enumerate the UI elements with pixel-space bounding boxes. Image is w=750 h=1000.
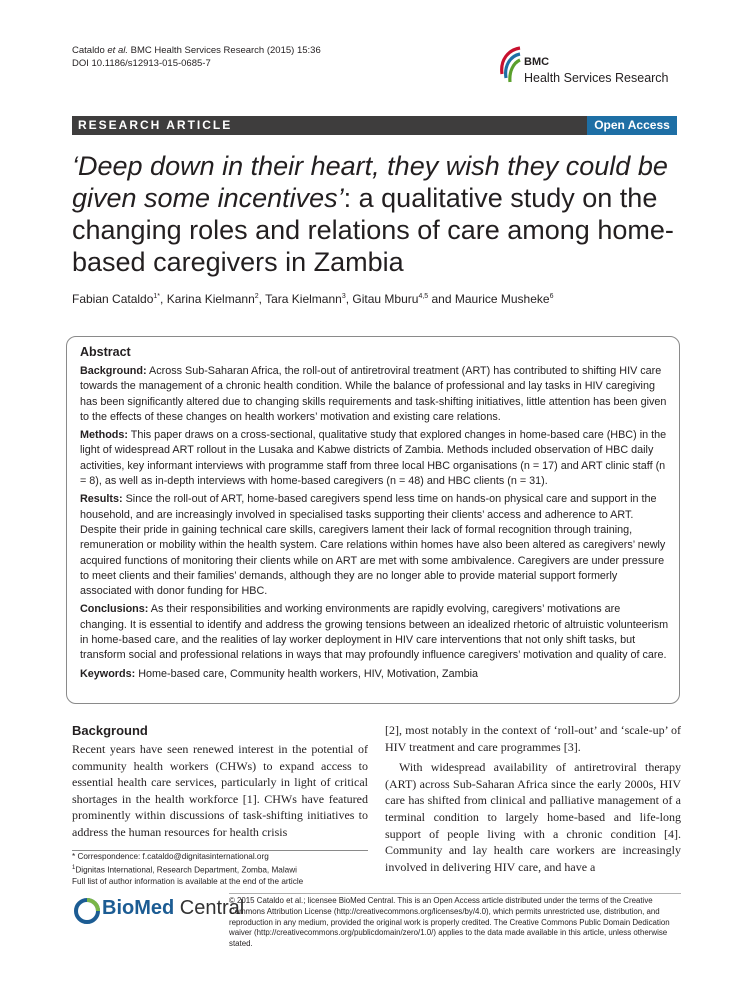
author[interactable]: Tara Kielmann [265, 292, 342, 306]
full-list-note: Full list of author information is available at the end of the article [72, 876, 304, 886]
body-paragraph: Recent years have seen renewed interest in the potential of community health workers (CHWs) to expand access to essential health care services, particularly in light of critical shortages in the health workforce [1]. CHWs have featured prominently within discussions of task-shifting initiatives to address the human resources for health crisis [72, 742, 368, 839]
citation-header [72, 44, 321, 70]
journal-name: Health Services Research [524, 71, 669, 85]
body-column-left [72, 722, 368, 841]
author-list: Fabian Cataldo$^{1*}$, Karina Kielmann$^2$, Tara Kielmann$^3$, Gitau Mburu$^{4,5}$ and Maurice Musheke$^6$ [72, 292, 554, 306]
author[interactable]: Maurice Musheke [454, 292, 550, 306]
title-rest: : a qualitative study on the changing roles and relations of care among home-based caregivers in Zambia [72, 183, 674, 277]
abstract-keywords: Keywords: Home-based care, Community health workers, HIV, Motivation, Zambia [80, 667, 479, 680]
article-type: RESEARCH ARTICLE [78, 118, 233, 132]
journal-logo [498, 44, 688, 96]
open-access-badge: Open Access [587, 116, 677, 135]
abstract-background: Background: Across Sub-Saharan Africa, the roll-out of antiretroviral treatment (ART) has contributed to shifting HIV care towards the management of a chronic health condition. While the balance of professional and lay tasks in HIV caregiving has been significantly altered due to changing skills requirements and task-shifting initiatives, little attention has been given to the effects of these changes on health workers’ motivation and existing care relations. [80, 365, 667, 423]
biomed-central-logo [74, 896, 245, 926]
biomed-central-wordmark: BioMed Central [102, 897, 245, 919]
title-quote: ‘Deep down in their heart, they wish they could be given some incentives’ [72, 151, 668, 213]
article-title [72, 150, 682, 278]
body-paragraph: With widespread availability of antiretroviral therapy (ART) across Sub-Saharan Africa since the early 2000s, HIV care has shifted from clinical and palliative management of a terminal condition to largely home-based and life-long support of people living with a chronic condition [4]. Community and lay health care workers are increasingly involved in delivering HIV care, and have a [385, 760, 681, 874]
license-text: © 2015 Cataldo et al.; licensee BioMed Central. This is an Open Access article distributed under the terms of the Creative Commons Attribution License (http://creativecommons.org/licenses/by/4.0), which permits unrestricted use, distribution, and reproduction in any medium, provided the original work is properly credited. The Creative Commons Public Domain Dedication waiver (http://creativecommons.org/publicdomain/zero/1.0/) applies to the data made available in this article, unless otherwise stated. [229, 896, 670, 949]
author[interactable]: Gitau Mburu [352, 292, 419, 306]
author[interactable]: Karina Kielmann [166, 292, 255, 306]
footnotes [72, 851, 303, 887]
biomed-central-mark-icon [74, 898, 100, 924]
abstract-methods: Methods: This paper draws on a cross-sectional, qualitative study that explored changes in home-based care (HBC) in the light of widespread ART rollout in the Lusaka and Kabwe districts of Zambia. Methods included observation of HBC daily activities, key informant interviews with programme staff from three local HBC organisations (n = 17) and ART clinic staff (n = 8), as well as in-depth interviews with home-based caregivers (n = 48) and HBC clients (n = 31). [80, 429, 667, 488]
license-divider [229, 893, 681, 894]
author[interactable]: Fabian Cataldo [72, 292, 154, 306]
body-paragraph: [2], most notably in the context of ‘roll-out’ and ‘scale-up’ of HIV treatment and care programmes [3]. [385, 723, 681, 754]
body-column-right [385, 722, 681, 875]
section-heading: Background [72, 723, 148, 738]
article-type-banner [72, 116, 677, 135]
citation-line: Cataldo et al. BMC Health Services Research (2015) 15:36 [72, 45, 321, 56]
correspondence[interactable]: * Correspondence: f.cataldo@dignitasinternational.org [72, 852, 269, 861]
abstract-body [80, 364, 670, 685]
abstract-heading: Abstract [80, 345, 131, 359]
abstract-conclusions: Conclusions: As their responsibilities and working environments are rapidly evolving, caregivers’ motivations are changing. It is essential to identify and address the growing tensions between an idealized rhetoric of altruistic volunteerism in home-based care, and the realities of lay worker deployment in HIV care interventions that not only shift tasks, but transform social and professional relations in ways that may profoundly influence caregivers’ motivation and quality of care. [80, 603, 669, 662]
journal-bmc-label: BMC [524, 56, 550, 68]
affiliation: $^1$Dignitas International, Research Department, Zomba, Malawi [72, 864, 297, 875]
doi[interactable]: DOI 10.1186/s12913-015-0685-7 [72, 58, 211, 69]
journal-logo-mark-icon [498, 44, 522, 88]
abstract-results: Results: Since the roll-out of ART, home-based caregivers spend less time on hands-on physical care and support in the household, and are increasingly involved in specialised tasks supporting their clients’ access and adherence to ART. Despite their pride in gaining technical care skills, caregivers lament their lack of formal recognition through training, remuneration or mobility within the health system. Care relations within homes have also been altered as caregivers’ newly acquired functions of monitoring their clients while on ART are met with some ambivalence. Caregivers are under pressure to meet clients and their families’ demands, although they are no longer able to provide material support formerly associated with donor funding for HBC. [80, 493, 666, 598]
